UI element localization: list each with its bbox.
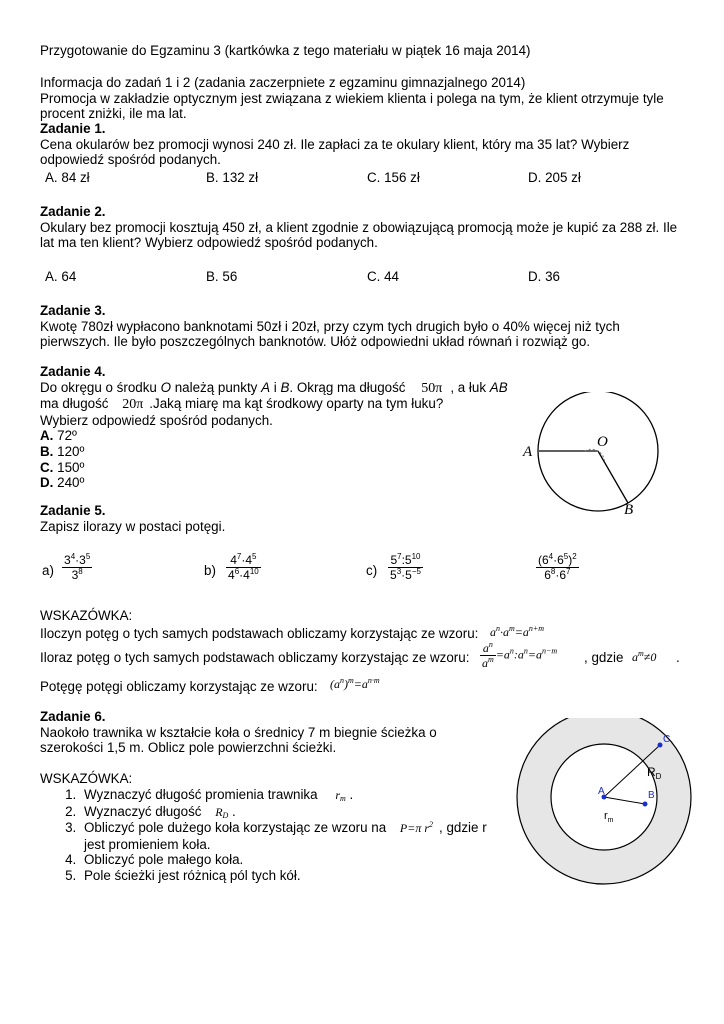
task-5-text: Zapisz ilorazy w postaci potęgi. xyxy=(40,518,226,534)
figure-label-rm: $r_m$ xyxy=(604,810,614,824)
task-2-heading: Zadanie 2. xyxy=(40,204,106,219)
point-c xyxy=(658,743,663,748)
quotient-rule-formula: $\frac{a^n}{a^m}$ $=a^n:a^n=a^{n-m}$ xyxy=(482,640,558,670)
annulus-figure xyxy=(508,718,704,918)
task-4-line-3: Wybierz odpowiedź spośród podanych. xyxy=(40,412,273,428)
task-4-option-a: A. 72º xyxy=(40,428,77,444)
expr-b-label: b) xyxy=(204,563,216,578)
hint-5-line-2: Iloraz potęg o tych samych podstawach obliczamy korzystając ze wzoru: xyxy=(40,650,470,665)
radius-ob xyxy=(598,451,628,503)
task-4-heading: Zadanie 4. xyxy=(40,364,106,379)
task-1-option-b: B. 132 zł xyxy=(206,170,259,185)
task-6-text: Naokoło trawnika w kształcie koła o średnicy 7 m biegnie ścieżka o szerokości 1,5 m. Oblicz pole powierzchni ścieżki. xyxy=(40,724,437,756)
hint-5-line-3: Potęgę potęgi obliczamy korzystając ze wzoru: xyxy=(40,679,318,694)
power-rule-formula: $(a^n)^m=a^{n\cdot m}$ xyxy=(330,676,380,691)
task-3-heading: Zadanie 3. xyxy=(40,303,106,318)
expr-c-label: c) xyxy=(366,563,378,578)
hint-6-heading: WSKAZÓWKA: xyxy=(40,771,133,786)
arc-length-formula: 20π xyxy=(122,397,144,413)
task-6-heading: Zadanie 6. xyxy=(40,709,106,724)
task-2-option-a: A. 64 xyxy=(45,269,77,284)
task-3-text: Kwotę 780zł wypłacono banknotami 50zł i 20zł, przy czym tych drugich było o 40% więcej niż tych pierwszych. Ile było poszczególnych banknotów. Ułóż odpowiedni układ równań i rozwiąż go. xyxy=(40,318,620,350)
area-formula: P=π $r^2$ xyxy=(399,820,434,836)
expr-a-label: a) xyxy=(42,563,54,578)
task-2 xyxy=(40,204,690,251)
point-b-label: B xyxy=(280,379,290,395)
task-1-option-d: D. 205 zł xyxy=(528,170,581,185)
rd-symbol: $R_D$ xyxy=(215,804,229,820)
task-3 xyxy=(40,303,680,350)
hint-step: 1. Wyznaczyć długość promienia trawnika $r_m$ . xyxy=(80,787,510,804)
task-4-option-d: D. 240º xyxy=(40,475,85,491)
rm-symbol: $r_m$ xyxy=(335,788,346,803)
hint-5-heading: WSKAZÓWKA: xyxy=(40,608,133,623)
figure-label-b: B xyxy=(648,790,655,801)
task-6 xyxy=(40,709,470,756)
task-1-heading: Zadanie 1. xyxy=(40,121,106,136)
task-4-option-b: B. 120º xyxy=(40,443,85,459)
figure-label-a: A xyxy=(598,786,605,797)
task-4-line-2: ma długość 20π .Jaką miarę ma kąt środkowy oparty na tym łuku? xyxy=(40,396,444,413)
hint-step: 2. Wyznaczyć długość $R_D$ . xyxy=(80,804,510,821)
task-2-option-d: D. 36 xyxy=(528,269,561,284)
arc-label: AB xyxy=(489,379,508,395)
figure-label-b: B xyxy=(624,502,634,518)
hint-6-steps xyxy=(40,787,510,884)
hint-step: 4. Obliczyć pole małego koła. xyxy=(80,852,510,868)
figure-label-rd: $R_D$ xyxy=(647,765,662,781)
period-mark: . xyxy=(676,650,680,665)
task-5-heading: Zadanie 5. xyxy=(40,503,106,518)
center-label: O xyxy=(160,379,172,395)
info-line: Informacja do zadań 1 i 2 (zadania zaczerpniete z egzaminu gimnazjalnego 2014) xyxy=(40,75,526,90)
hint-step: 3. Obliczyć pole dużego koła korzystając ze wzoru na P=π $r^2$ , gdzie r jest promieniem koła. xyxy=(80,820,510,852)
info-description: Promocja w zakładzie optycznym jest związana z wiekiem klienta i polega na tym, że klient otrzymuje tyle procent zniżki, ile ma lat. xyxy=(40,90,664,122)
expression-c: $\frac{5^7:5^{10}}{5^3\cdot 5^{-5}}$ xyxy=(390,552,421,582)
hint-step: 5. Pole ścieżki jest różnicą pól tych kół. xyxy=(80,868,510,884)
task-1-option-c: C. 156 zł xyxy=(367,170,420,185)
info-paragraph xyxy=(40,75,690,122)
task-4 xyxy=(40,364,510,491)
task-4-option-c: C. 150º xyxy=(40,459,85,475)
hint-5-where: , gdzie xyxy=(584,650,624,665)
expression-a: $\frac{3^4\cdot 3^5}{3^8}$ xyxy=(64,552,91,582)
expression-b: $\frac{4^7\cdot 4^5}{4^6\cdot 4^{10}}$ xyxy=(228,552,259,582)
expression-d: $\frac{(6^4\cdot 6^5)^2}{6^8\cdot 6^7}$ xyxy=(538,552,577,582)
task-2-option-c: C. 44 xyxy=(367,269,400,284)
task-5 xyxy=(40,503,440,534)
circumference-formula: 50π xyxy=(421,380,443,396)
figure-label-o: O xyxy=(597,434,608,450)
point-b xyxy=(643,802,648,807)
product-rule-formula: $a^n\cdot a^m=a^{n+m}$ xyxy=(490,624,545,639)
task-1-text: Cena okularów bez promocji wynosi 240 zł. Ile zapłaci za te okulary klient, który ma 35 lat? Wybierz odpowiedź spośród podanych. xyxy=(40,136,630,168)
task-1 xyxy=(40,121,690,168)
page-title: Przygotowanie do Egzaminu 3 (kartkówka z tego materiału w piątek 16 maja 2014) xyxy=(40,43,531,58)
circle-arc-figure xyxy=(515,392,675,522)
hint-5-line-1: Iloczyn potęg o tych samych podstawach obliczamy korzystając ze wzoru: xyxy=(40,626,479,641)
task-4-line-1: Do okręgu o środku O należą punkty A i B. Okrąg ma długość 50π , a łuk AB xyxy=(40,379,508,396)
point-a-label: A xyxy=(261,379,271,395)
figure-label-c: C xyxy=(663,734,671,745)
task-2-option-b: B. 56 xyxy=(206,269,238,284)
nonzero-condition: $a^m\ne 0$ xyxy=(632,649,657,664)
task-1-option-a: A. 84 zł xyxy=(45,170,90,185)
figure-label-a: A xyxy=(523,444,533,460)
task-2-text: Okulary bez promocji kosztują 450 zł, a klient zgodnie z obowiązującą promocją może je kupić za 288 zł. Ile lat ma ten klient? Wybierz odpowiedź spośród podanych. xyxy=(40,219,678,251)
